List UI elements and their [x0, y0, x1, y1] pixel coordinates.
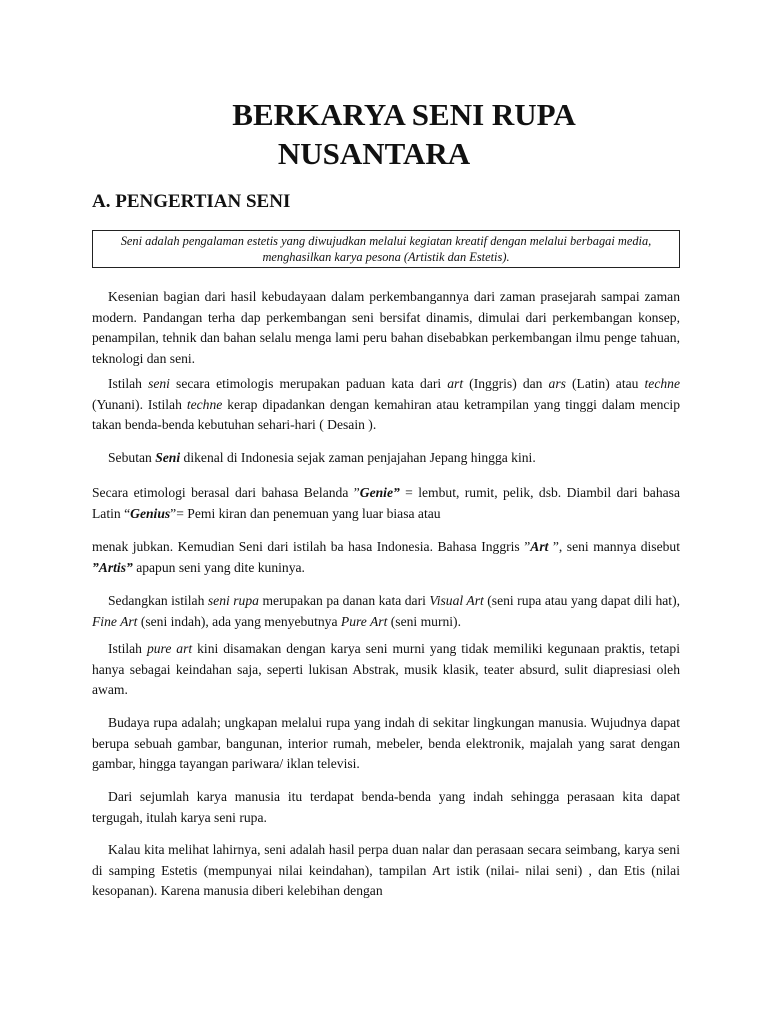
paragraph-5: menak jubkan. Kemudian Seni dari istilah ba hasa Indonesia. Bahasa Inggris ”Art ”, seni mannya disebut ”Artis” apapun seni yang dite kuninya. [92, 539, 680, 575]
document-title-line-1: BERKARYA SENI RUPA [232, 97, 576, 132]
paragraph-7: Istilah pure art kini disamakan dengan karya seni murni yang tidak memiliki kegunaan praktis, tetapi hanya sebagai keindahan saja, seperti lukisan Abstrak, musik klasik, teater absurd, sulit diapresiasi oleh awam. [92, 641, 680, 697]
section-heading: A. PENGERTIAN SENI [92, 191, 291, 212]
definition-box: Seni adalah pengalaman estetis yang diwujudkan melalui kegiatan kreatif dengan melalui berbagai media, menghasilkan karya pesona (Artistik dan Estetis). [92, 230, 680, 268]
paragraph-2: Istilah seni secara etimologis merupakan paduan kata dari art (Inggris) dan ars (Latin) atau techne (Yunani). Istilah techne kerap dipadankan dengan kemahiran atau ketrampilan yang tinggi dalam mencip takan benda-benda kebutuhan sehari-hari ( Desain ). [92, 376, 681, 432]
paragraph-9: Dari sejumlah karya manusia itu terdapat benda-benda yang indah sehingga perasaan kita dapat tergugah, itulah karya seni rupa. [92, 789, 680, 825]
paragraph-10: Kalau kita melihat lahirnya, seni adalah hasil perpa duan nalar dan perasaan secara seimbang, karya seni di samping Estetis (mempunyai nilai keindahan), tampilan Art istik (nilai- nilai seni) , dan Etis (nilai kesopanan). Karena manusia diberi kelebihan dengan [92, 842, 680, 898]
paragraph-4: Secara etimologi berasal dari bahasa Belanda ”Genie” = lembut, rumit, pelik, dsb. Diambil dari bahasa Latin “Genius”= Pemi kiran dan penemuan yang luar biasa atau [92, 485, 680, 521]
paragraph-3: Sebutan Seni dikenal di Indonesia sejak zaman penjajahan Jepang hingga kini. [108, 450, 536, 465]
paragraph-6: Sedangkan istilah seni rupa merupakan pa danan kata dari Visual Art (seni rupa atau yang dapat dili hat), Fine Art (seni indah), ada yang menyebutnya Pure Art (seni murni). [92, 593, 680, 629]
paragraph-8: Budaya rupa adalah; ungkapan melalui rupa yang indah di sekitar lingkungan manusia. Wujudnya dapat berupa sebuah gambar, bangunan, interior rumah, mebeler, benda elektronik, majalah yang sarat dengan gambar, hingga tayangan pariwara/ iklan televisi. [92, 715, 680, 771]
document-title-line-2: NUSANTARA [277, 136, 471, 171]
paragraph-1: Kesenian bagian dari hasil kebudayaan dalam perkembangannya dari zaman prasejarah sampai zaman modern. Pandangan terha dap perkembangan seni bersifat dinamis, dimulai dari perkembangan konsep, penampilan, tehnik dan bahan selalu menga lami peru bahan disebabkan perkembangan ilmu penge tahuan, teknologi dan seni. [92, 289, 680, 366]
